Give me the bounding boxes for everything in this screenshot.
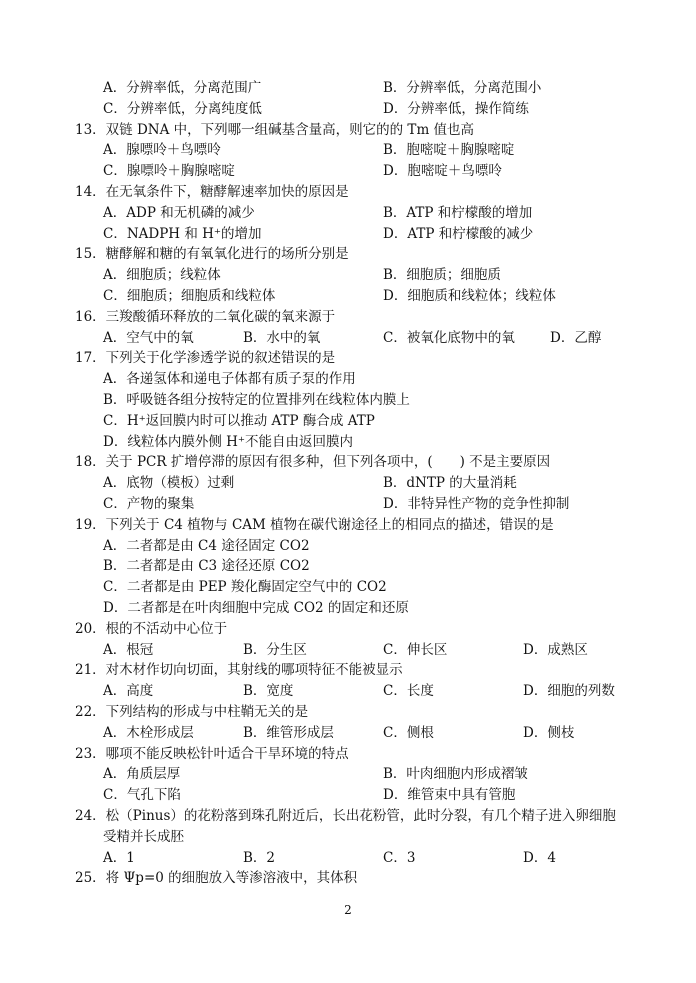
option-text: C．腺嘌呤＋胸腺嘧啶 [103,163,235,179]
option-text: A．各递氢体和递电子体都有质子泵的作用 [103,371,356,387]
question-stem: 16．三羧酸循环释放的二氧化碳的氧来源于 [75,309,336,325]
option-text: C．3 [383,850,416,866]
option-text: D．细胞的列数 [523,683,615,699]
option-text: B．胞嘧啶＋胸腺嘧啶 [383,142,515,158]
option-text: B．分生区 [243,642,307,658]
page-number: 2 [344,903,352,917]
option-text: D．二者都是在叶肉细胞中完成 CO2 的固定和还原 [103,600,409,616]
option-text: B．呼吸链各组分按特定的位置排列在线粒体内膜上 [103,392,410,408]
option-text: B．二者都是由 C3 途径还原 CO2 [103,558,310,574]
question-stem: 18．关于 PCR 扩增停滞的原因有很多种，但下列各项中，( ) 不是主要原因 [75,454,551,470]
option-text: C．气孔下陷 [103,787,181,803]
option-text: D．维管束中具有管胞 [383,787,516,803]
question-stem: 17．下列关于化学渗透学说的叙述错误的是 [75,350,336,366]
option-text: C．NADPH 和 H⁺的增加 [103,226,262,242]
option-text: A．分辨率低，分离范围广 [103,80,262,96]
question-stem: 25．将 Ψp=0 的细胞放入等渗溶液中，其体积 [75,870,358,886]
question-stem: 22．下列结构的形成与中柱鞘无关的是 [75,704,309,720]
option-text: C．二者都是由 PEP 羧化酶固定空气中的 CO2 [103,579,387,595]
question-stem: 23．哪项不能反映松针叶适合干旱环境的特点 [75,746,349,762]
option-text: C．伸长区 [383,642,448,658]
option-text: 受精并长成胚 [103,829,184,845]
option-text: B．分辨率低，分离范围小 [383,80,542,96]
option-text: D．胞嘧啶＋鸟嘌呤 [383,163,502,179]
option-text: C．细胞质；细胞质和线粒体 [103,288,276,304]
option-text: B．水中的氧 [243,330,321,346]
question-stem: 20．根的不活动中心位于 [75,621,228,637]
option-text: A．腺嘌呤＋鸟嘌呤 [103,142,221,158]
option-text: A．1 [103,850,135,866]
option-text: A．高度 [103,683,154,699]
option-text: B．2 [243,850,276,866]
option-text: C．H⁺返回膜内时可以推动 ATP 酶合成 ATP [103,413,375,429]
question-stem: 24．松（Pinus）的花粉落到珠孔附近后，长出花粉管，此时分裂，有几个精子进入卵细胞 [75,808,616,824]
option-text: A．空气中的氧 [103,330,194,346]
question-stem: 21．对木材作切向切面，其射线的哪项特征不能被显示 [75,662,403,678]
question-stem: 15．糖酵解和糖的有氧氧化进行的场所分别是 [75,246,349,262]
option-text: A．ADP 和无机磷的减少 [103,205,255,221]
option-text: A．根冠 [103,642,154,658]
option-text: D．细胞质和线粒体；线粒体 [383,288,556,304]
option-text: A．木栓形成层 [103,725,194,741]
question-stem: 19．下列关于 C4 植物与 CAM 植物在碳代谢途径上的相同点的描述，错误的是 [75,517,554,533]
option-text: A．细胞质；线粒体 [103,267,221,283]
option-text: D．线粒体内膜外侧 H⁺不能自由返回膜内 [103,434,354,450]
option-text: C．产物的聚集 [103,496,195,512]
option-text: B．细胞质；细胞质 [383,267,501,283]
option-text: A．底物（模板）过剩 [103,475,235,491]
option-text: B．dNTP 的大量消耗 [383,475,517,491]
option-text: C．被氧化底物中的氧 [383,330,515,346]
option-text: C．分辨率低，分离纯度低 [103,101,262,117]
option-text: D．非特异性产物的竞争性抑制 [383,496,570,512]
question-stem: 13．双链 DNA 中，下列哪一组碱基含量高，则它的的 Tm 值也高 [75,122,475,138]
option-text: D．乙醇 [550,330,602,346]
option-text: C．侧根 [383,725,434,741]
option-text: D．4 [523,850,556,866]
option-text: A．角质层厚 [103,766,181,782]
option-text: D．ATP 和柠檬酸的减少 [383,226,534,242]
option-text: C．长度 [383,683,434,699]
option-text: B．ATP 和柠檬酸的增加 [383,205,533,221]
option-text: D．分辨率低，操作简练 [383,101,529,117]
option-text: D．成熟区 [523,642,588,658]
option-text: A．二者都是由 C4 途径固定 CO2 [103,538,310,554]
option-text: B．维管形成层 [243,725,334,741]
option-text: D．侧枝 [523,725,575,741]
question-stem: 14．在无氧条件下，糖酵解速率加快的原因是 [75,184,349,200]
option-text: B．叶肉细胞内形成褶皱 [383,766,528,782]
option-text: B．宽度 [243,683,294,699]
